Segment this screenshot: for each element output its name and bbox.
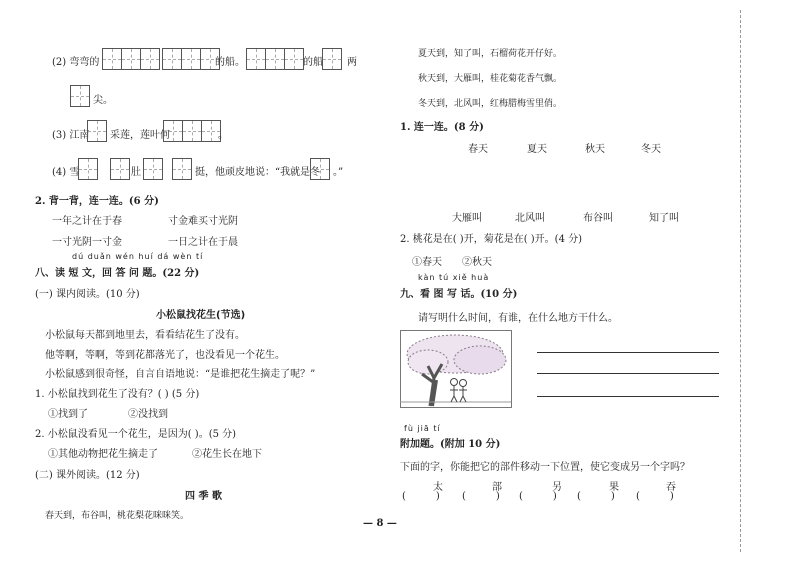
q3-text-2: 采莲，莲叶何 (110, 130, 170, 141)
bonus-title: 附加题。(附加 10 分) (400, 439, 501, 450)
bonus-char: 另 (552, 482, 562, 493)
section-9-pinyin: kàn tú xiě huà (418, 273, 490, 282)
writing-grid[interactable] (70, 85, 90, 107)
writing-grid[interactable] (246, 48, 304, 70)
bonus-char: 部 (492, 482, 502, 493)
reading-q1-option-1[interactable]: ①找到了 (48, 409, 88, 420)
poem-q2: 2. 桃花是在( )开，菊花是在( )开。(4 分) (400, 234, 583, 245)
section-9-title: 九、看 图 写 话。(10 分) (400, 289, 518, 300)
writing-grid[interactable] (172, 158, 192, 180)
match-right-1[interactable]: 寸金难买寸光阴 (168, 216, 238, 227)
bonus-char: 太 (433, 482, 443, 493)
q4-text-2: 肚 (131, 167, 141, 178)
reading-part-1: (一) 课内阅读。(10 分) (35, 289, 140, 300)
season-autumn[interactable]: 秋天 (585, 144, 605, 155)
q4-text-4: 。” (333, 167, 344, 178)
story-title: 小松鼠找花生(节选) (156, 310, 246, 321)
reading-q2-option-1[interactable]: ①其他动物把花生摘走了 (48, 449, 158, 460)
poem-title: 四 季 歌 (185, 491, 222, 502)
writing-grid[interactable] (322, 48, 342, 70)
bonus-char: 果 (609, 482, 619, 493)
writing-grid[interactable] (310, 158, 330, 180)
reading-q2: 2. 小松鼠没看见一个花生，是因为( )。(5 分) (35, 429, 237, 440)
tree-children-illustration (400, 330, 512, 408)
sound-wild-goose[interactable]: 大雁叫 (452, 213, 482, 224)
poem-q1: 1. 连一连。(8 分) (400, 122, 484, 133)
answer-paren[interactable]: ( ) (519, 491, 557, 502)
writing-grid[interactable] (110, 158, 130, 180)
bonus-prompt: 下面的字，你能把它的部件移动一下位置，使它变成另一个字吗？ (400, 462, 690, 473)
writing-grid[interactable] (78, 158, 98, 180)
reading-part-2: (二) 课外阅读。(12 分) (35, 470, 140, 481)
picture-writing-prompt: 请写明什么时间，有谁，在什么地方干什么。 (418, 313, 618, 324)
poem-line-3: 秋天到，大雁叫，桂花菊花香气飘。 (418, 74, 563, 84)
q2-text-2: 的船。 (215, 57, 245, 68)
writing-grid[interactable] (163, 120, 221, 142)
q2-text-4: 两 (347, 57, 357, 68)
q3-text-1: (3) 江南 (52, 130, 90, 141)
season-winter[interactable]: 冬天 (641, 144, 661, 155)
season-spring[interactable]: 春天 (468, 144, 488, 155)
answer-paren[interactable]: ( ) (462, 491, 500, 502)
poem-line-1: 春天到，布谷叫，桃花梨花咪咪笑。 (45, 511, 190, 521)
season-summer[interactable]: 夏天 (527, 144, 547, 155)
writing-grid[interactable] (143, 158, 163, 180)
answer-line[interactable] (537, 352, 719, 353)
q4-text-3: 挺，他顽皮地说：“我就是冬 (195, 167, 321, 178)
match-left-2[interactable]: 一寸光阴一寸金 (52, 237, 122, 248)
answer-paren[interactable]: ( ) (577, 491, 615, 502)
bonus-pinyin: fù jiā tí (404, 424, 441, 433)
answer-paren[interactable]: ( ) (636, 491, 674, 502)
q2-text-3: 的船 (303, 57, 323, 68)
reading-q2-option-2[interactable]: ②花生长在地下 (192, 449, 262, 460)
binding-line (740, 10, 741, 552)
answer-paren[interactable]: ( ) (402, 491, 440, 502)
story-line-3: 小松鼠感到很奇怪，自言自语地说：“是谁把花生摘走了呢？” (45, 369, 316, 380)
sound-north-wind[interactable]: 北风叫 (515, 213, 545, 224)
poem-q2-option-2[interactable]: ②秋天 (462, 257, 492, 268)
match-right-2[interactable]: 一日之计在于晨 (168, 237, 238, 248)
story-line-2: 他等啊，等啊，等到花都落光了，也没看见一个花生。 (45, 350, 285, 361)
reading-q1-option-2[interactable]: ②没找到 (128, 409, 168, 420)
q4-text-1: (4) 雪 (52, 167, 80, 178)
sound-cuckoo[interactable]: 布谷叫 (583, 213, 613, 224)
section-2-title: 2. 背一背，连一连。(6 分) (35, 196, 159, 207)
q2-text-1: (2) 弯弯的 (52, 57, 100, 68)
poem-line-4: 冬天到，北风叫，红梅腊梅雪里俏。 (418, 99, 563, 109)
writing-grid[interactable] (87, 120, 107, 142)
poem-line-2: 夏天到，知了叫，石榴荷花开仔好。 (418, 49, 563, 59)
story-line-1: 小松鼠每天都到地里去，看看结花生了没有。 (45, 330, 245, 341)
writing-grid[interactable] (102, 48, 160, 70)
answer-line[interactable] (537, 396, 719, 397)
answer-line[interactable] (537, 373, 719, 374)
writing-grid[interactable] (162, 48, 220, 70)
q2-text-5: 尖。 (93, 95, 113, 106)
page-number: — 8 — (363, 518, 397, 529)
reading-q1: 1. 小松鼠找到花生了没有？( ) (5 分) (35, 389, 200, 400)
bonus-char: 吞 (666, 482, 676, 493)
sound-cicada[interactable]: 知了叫 (649, 213, 679, 224)
match-left-1[interactable]: 一年之计在于春 (52, 216, 122, 227)
section-8-title: 八、读 短 文，回 答 问 题。(22 分) (35, 268, 200, 279)
section-8-pinyin: dú duǎn wén huí dá wèn tí (72, 252, 204, 261)
q3-text-3: 。 (218, 130, 228, 141)
poem-q2-option-1[interactable]: ①春天 (412, 257, 442, 268)
